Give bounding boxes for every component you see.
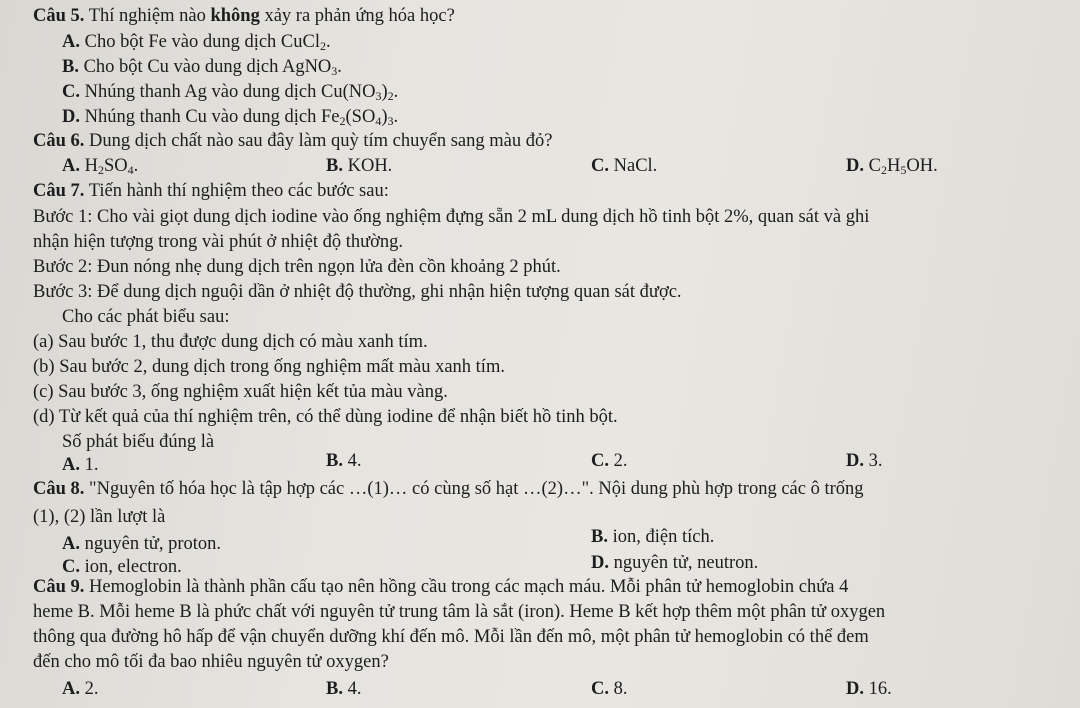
- q5-option-d: [62, 106, 398, 128]
- q7-step1-cont: nhận hiện tượng trong vài phút ở nhiệt độ thường.: [33, 232, 404, 252]
- option-text: .: [337, 57, 342, 77]
- option-text: KOH.: [342, 156, 393, 176]
- q7-statement-c: (c) Sau bước 3, ống nghiệm xuất hiện kết tủa màu vàng.: [33, 382, 448, 402]
- q8-option-c: [62, 556, 182, 578]
- q6-stem: [33, 130, 552, 152]
- option-text: 8.: [609, 679, 628, 699]
- subscript: 4: [127, 163, 134, 177]
- option-text: NaCl.: [609, 156, 658, 176]
- option-text: .: [393, 107, 399, 127]
- q8-stem: [33, 478, 864, 500]
- option-letter: D.: [846, 679, 864, 699]
- q7-option-c: [591, 450, 628, 472]
- option-letter: B.: [326, 156, 343, 176]
- option-letter: B.: [62, 57, 79, 77]
- subscript: 2: [339, 114, 346, 128]
- q7-statement-a: (a) Sau bước 1, thu được dung dịch có màu xanh tím.: [33, 332, 428, 352]
- subscript: 3: [375, 89, 382, 103]
- q9-line4: đến cho mô tối đa bao nhiêu nguyên tử oxygen?: [33, 652, 389, 672]
- option-text: Nhúng thanh Cu vào dung dịch Fe: [80, 107, 340, 127]
- q9-option-a: [62, 678, 99, 700]
- q5-option-c: [62, 81, 398, 103]
- q5-label: Câu 5.: [33, 6, 85, 26]
- option-text: 2.: [609, 451, 628, 471]
- subscript: 4: [375, 114, 382, 128]
- option-text: ): [381, 82, 388, 102]
- q8-option-d: [591, 552, 758, 574]
- option-text: ion, electron.: [80, 557, 182, 577]
- q9-option-c: [591, 678, 628, 700]
- q8-label: Câu 8.: [33, 479, 85, 499]
- q7-option-a: [62, 454, 99, 476]
- q6-stem-text: Dung dịch chất nào sau đây làm quỳ tím chuyển sang màu đỏ?: [84, 131, 553, 151]
- q8-option-b: [591, 526, 714, 548]
- option-letter: C.: [591, 679, 609, 699]
- subscript: 2: [98, 163, 104, 177]
- q7-stem-text: Tiến hành thí nghiệm theo các bước sau:: [84, 181, 389, 201]
- subscript: 2: [320, 39, 326, 53]
- option-letter: A.: [62, 32, 80, 52]
- option-letter: D.: [846, 156, 864, 176]
- q7-label: Câu 7.: [33, 181, 85, 201]
- subscript: 3: [331, 64, 338, 78]
- option-text: nguyên tử, proton.: [80, 534, 222, 554]
- option-letter: B.: [591, 527, 608, 547]
- option-text: 4.: [342, 679, 362, 699]
- option-letter: C.: [62, 82, 80, 102]
- option-text: .: [133, 156, 139, 176]
- q7-option-b: [326, 450, 361, 472]
- option-text: Cho bột Cu vào dung dịch AgNO: [78, 57, 332, 77]
- option-text: 4.: [342, 451, 362, 471]
- option-text: .: [393, 82, 399, 102]
- option-text: ): [381, 107, 388, 127]
- option-letter: B.: [326, 679, 343, 699]
- option-text: 1.: [80, 455, 99, 475]
- option-letter: D.: [591, 553, 609, 573]
- option-text: H: [80, 156, 98, 176]
- option-text: 2.: [80, 679, 99, 699]
- q5-stem-bold: không: [210, 6, 260, 26]
- q6-label: Câu 6.: [33, 131, 85, 151]
- q7-step3: Bước 3: Để dung dịch nguội dần ở nhiệt độ thường, ghi nhận hiện tượng quan sát được.: [33, 282, 682, 302]
- q9-option-d: [846, 678, 892, 700]
- option-text: ion, điện tích.: [607, 527, 715, 547]
- q7-stem: [33, 180, 389, 202]
- option-letter: D.: [846, 451, 864, 471]
- option-letter: D.: [62, 107, 80, 127]
- subscript: 2: [880, 163, 887, 177]
- q5-stem-a: Thí nghiệm nào: [84, 6, 211, 26]
- q5-stem-b: xảy ra phản ứng hóa học?: [259, 6, 455, 26]
- q6-option-c: [591, 155, 657, 177]
- q7-statement-b: (b) Sau bước 2, dung dịch trong ống nghiệm mất màu xanh tím.: [33, 357, 505, 377]
- q7-statement-d: (d) Từ kết quả của thí nghiệm trên, có thể dùng iodine để nhận biết hồ tinh bột.: [33, 407, 618, 427]
- q9-line3: thông qua đường hô hấp để vận chuyển dưỡng khí đến mô. Mỗi lần đến mô, một phân tử hemoglobin có thể đem: [33, 627, 869, 647]
- subscript: 3: [387, 114, 394, 128]
- option-text: 3.: [864, 451, 883, 471]
- q7-option-d: [846, 450, 883, 472]
- q6-option-a: [62, 155, 138, 177]
- option-text: SO: [104, 156, 128, 176]
- option-letter: C.: [62, 557, 80, 577]
- q9-line2: heme B. Mỗi heme B là phức chất với nguyên tử trung tâm là sắt (iron). Heme B kết hợp thêm một phân tử oxygen: [33, 602, 886, 622]
- option-letter: B.: [326, 451, 343, 471]
- option-text: (SO: [345, 107, 376, 127]
- q9-option-b: [326, 678, 361, 700]
- q9-stem: [33, 576, 848, 598]
- q6-option-b: [326, 155, 392, 177]
- q9-stem-text: Hemoglobin là thành phần cấu tạo nên hồng cầu trong các mạch máu. Mỗi phân tử hemoglobin chứa 4: [84, 577, 849, 597]
- q8-option-a: [62, 533, 221, 555]
- q5-option-b: [62, 56, 342, 78]
- option-letter: C.: [591, 156, 609, 176]
- q5-option-a: [62, 31, 331, 53]
- option-letter: A.: [62, 534, 80, 554]
- option-text: H: [886, 156, 901, 176]
- option-text: nguyên tử, neutron.: [609, 553, 759, 573]
- q7-ask: Số phát biểu đúng là: [62, 432, 215, 452]
- option-text: Cho bột Fe vào dung dịch CuCl: [80, 32, 320, 52]
- option-text: 16.: [864, 679, 892, 699]
- q9-label: Câu 9.: [33, 577, 85, 597]
- option-text: OH.: [906, 156, 938, 176]
- option-text: .: [326, 32, 331, 52]
- q6-option-d: [846, 155, 938, 177]
- option-letter: A.: [62, 455, 80, 475]
- q8-stem-text: "Nguyên tố hóa học là tập hợp các …(1)… có cùng số hạt …(2)…". Nội dung phù hợp trong các ô trống: [84, 479, 864, 499]
- option-letter: A.: [62, 156, 80, 176]
- q5-stem: [33, 5, 455, 27]
- q8-stem-cont: (1), (2) lần lượt là: [33, 507, 166, 527]
- option-letter: A.: [62, 679, 80, 699]
- option-text: Nhúng thanh Ag vào dung dịch Cu(NO: [80, 82, 376, 102]
- subscript: 5: [900, 163, 907, 177]
- q7-step2: Bước 2: Đun nóng nhẹ dung dịch trên ngọn lửa đèn cồn khoảng 2 phút.: [33, 257, 561, 277]
- subscript: 2: [387, 89, 394, 103]
- q7-intro: Cho các phát biểu sau:: [62, 307, 230, 327]
- option-letter: C.: [591, 451, 609, 471]
- option-text: C: [864, 156, 881, 176]
- q7-step1: Bước 1: Cho vài giọt dung dịch iodine vào ống nghiệm đựng sẵn 2 mL dung dịch hồ tinh bột 2%, quan sát và ghi: [33, 207, 870, 227]
